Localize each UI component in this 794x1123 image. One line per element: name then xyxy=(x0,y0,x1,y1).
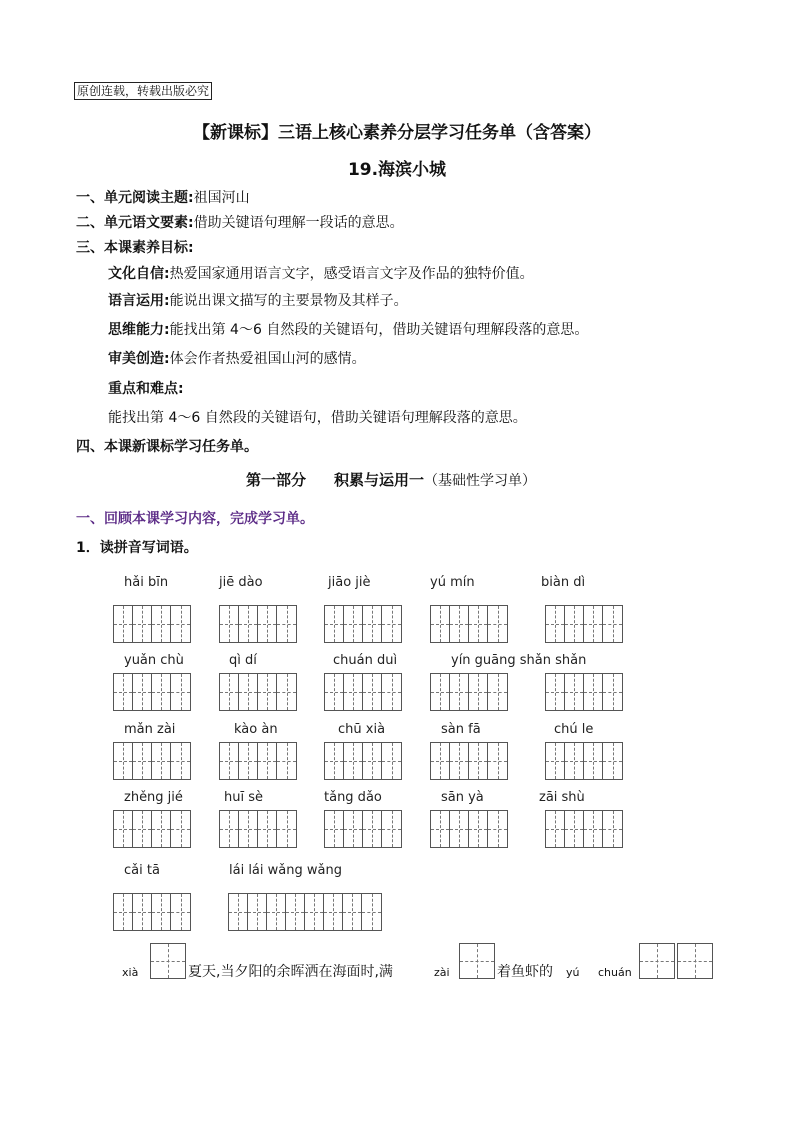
sentence-pinyin-yu: yú xyxy=(566,966,580,979)
pinyin-label: jiāo jiè xyxy=(328,575,371,590)
pinyin-label: lái lái wǎng wǎng xyxy=(229,863,342,878)
writing-grid[interactable] xyxy=(545,742,623,780)
writing-grid[interactable] xyxy=(545,673,623,711)
writing-grid[interactable] xyxy=(430,605,508,643)
answer-box[interactable] xyxy=(639,943,675,979)
pinyin-label: biàn dì xyxy=(541,575,586,590)
pinyin-label: zhěng jié xyxy=(124,790,183,805)
goal-thinking-value: 能找出第 4～6 自然段的关键语句，借助关键语句理解段落的意思。 xyxy=(169,322,589,338)
unit-element-value: 借助关键语句理解一段话的意思。 xyxy=(193,215,404,231)
goal-language-label: 语言运用: xyxy=(108,293,170,309)
pinyin-label: mǎn zài xyxy=(124,722,176,737)
sentence-pinyin-xia: xià xyxy=(122,966,139,979)
pinyin-label: chū xià xyxy=(338,722,386,737)
answer-box[interactable] xyxy=(459,943,495,979)
part1-heading xyxy=(246,470,536,491)
goal-language-value: 能说出课文描写的主要景物及其样子。 xyxy=(169,293,408,309)
pinyin-label: cǎi tā xyxy=(124,863,160,878)
key-points-value: 能找出第 4～6 自然段的关键语句，借助关键语句理解段落的意思。 xyxy=(108,410,527,426)
pinyin-label: kào àn xyxy=(234,722,278,737)
pinyin-label: yuǎn chù xyxy=(124,653,184,668)
q1-subheading: 1．读拼音写词语。 xyxy=(76,540,198,556)
sentence-pinyin-chuan: chuán xyxy=(598,966,632,979)
writing-grid[interactable] xyxy=(113,605,191,643)
unit-theme-line xyxy=(76,188,250,208)
writing-grid[interactable] xyxy=(219,673,297,711)
pinyin-label: chú le xyxy=(554,722,594,737)
writing-grid[interactable] xyxy=(430,742,508,780)
writing-grid[interactable] xyxy=(430,673,508,711)
part1-note: （基础性学习单） xyxy=(424,473,537,489)
unit-theme-label: 一、单元阅读主题: xyxy=(76,190,194,206)
writing-grid[interactable] xyxy=(113,742,191,780)
copyright-notice: 原创连载，转载出版必究 xyxy=(74,82,212,100)
pinyin-label: chuán duì xyxy=(333,653,398,668)
pinyin-label: qì dí xyxy=(229,653,257,668)
writing-grid[interactable] xyxy=(219,742,297,780)
writing-grid[interactable] xyxy=(545,810,623,848)
answer-box[interactable] xyxy=(677,943,713,979)
writing-grid[interactable] xyxy=(430,810,508,848)
pinyin-label: tǎng dǎo xyxy=(324,790,382,805)
writing-grid[interactable] xyxy=(324,605,402,643)
writing-grid[interactable] xyxy=(219,810,297,848)
goal-aesthetic-value: 体会作者热爱祖国山河的感情。 xyxy=(169,351,366,367)
sentence-text-1: 夏天,当夕阳的余晖洒在海面时,满 xyxy=(188,964,393,980)
writing-grid[interactable] xyxy=(219,605,297,643)
writing-grid[interactable] xyxy=(113,810,191,848)
writing-grid[interactable] xyxy=(324,810,402,848)
key-points-label: 重点和难点: xyxy=(108,381,184,397)
goal-thinking-label: 思维能力: xyxy=(108,322,170,338)
writing-grid[interactable] xyxy=(324,673,402,711)
pinyin-label: huī sè xyxy=(224,790,263,805)
pinyin-label: jiē dào xyxy=(219,575,263,590)
answer-box[interactable] xyxy=(150,943,186,979)
pinyin-label: hǎi bīn xyxy=(124,575,169,590)
unit-element-label: 二、单元语文要素: xyxy=(76,215,194,231)
goal-culture xyxy=(108,264,534,284)
pinyin-label: yú mín xyxy=(430,575,475,590)
goal-language xyxy=(108,291,408,311)
unit-theme-value: 祖国河山 xyxy=(193,190,250,206)
writing-grid[interactable] xyxy=(545,605,623,643)
goal-aesthetic-label: 审美创造: xyxy=(108,351,170,367)
writing-grid[interactable] xyxy=(113,893,191,931)
pinyin-label: sàn fā xyxy=(441,722,481,737)
goal-culture-label: 文化自信: xyxy=(108,266,170,282)
unit-element-line xyxy=(76,213,404,233)
part1-title: 第一部分 xyxy=(246,471,307,489)
page-title: 【新课标】三语上核心素养分层学习任务单（含答案） xyxy=(193,123,601,143)
tasks-label: 四、本课新课标学习任务单。 xyxy=(76,439,258,455)
part1-name: 积累与运用一 xyxy=(334,471,425,489)
q1-heading: 一、回顾本课学习内容，完成学习单。 xyxy=(76,511,314,527)
writing-grid[interactable] xyxy=(324,742,402,780)
goal-culture-value: 热爱国家通用语言文字，感受语言文字及作品的独特价值。 xyxy=(169,266,534,282)
sentence-text-2: 着鱼虾的 xyxy=(497,964,553,980)
pinyin-label: zāi shù xyxy=(539,790,585,805)
pinyin-label: sān yà xyxy=(441,790,484,805)
writing-grid[interactable] xyxy=(113,673,191,711)
goal-thinking xyxy=(108,320,588,340)
sentence-pinyin-zai: zài xyxy=(434,966,450,979)
writing-grid-long[interactable] xyxy=(228,893,382,931)
pinyin-label: yín guāng shǎn shǎn xyxy=(451,653,587,668)
goal-aesthetic xyxy=(108,349,366,369)
goals-label: 三、本课素养目标: xyxy=(76,240,194,256)
lesson-title: 19.海滨小城 xyxy=(347,160,447,180)
